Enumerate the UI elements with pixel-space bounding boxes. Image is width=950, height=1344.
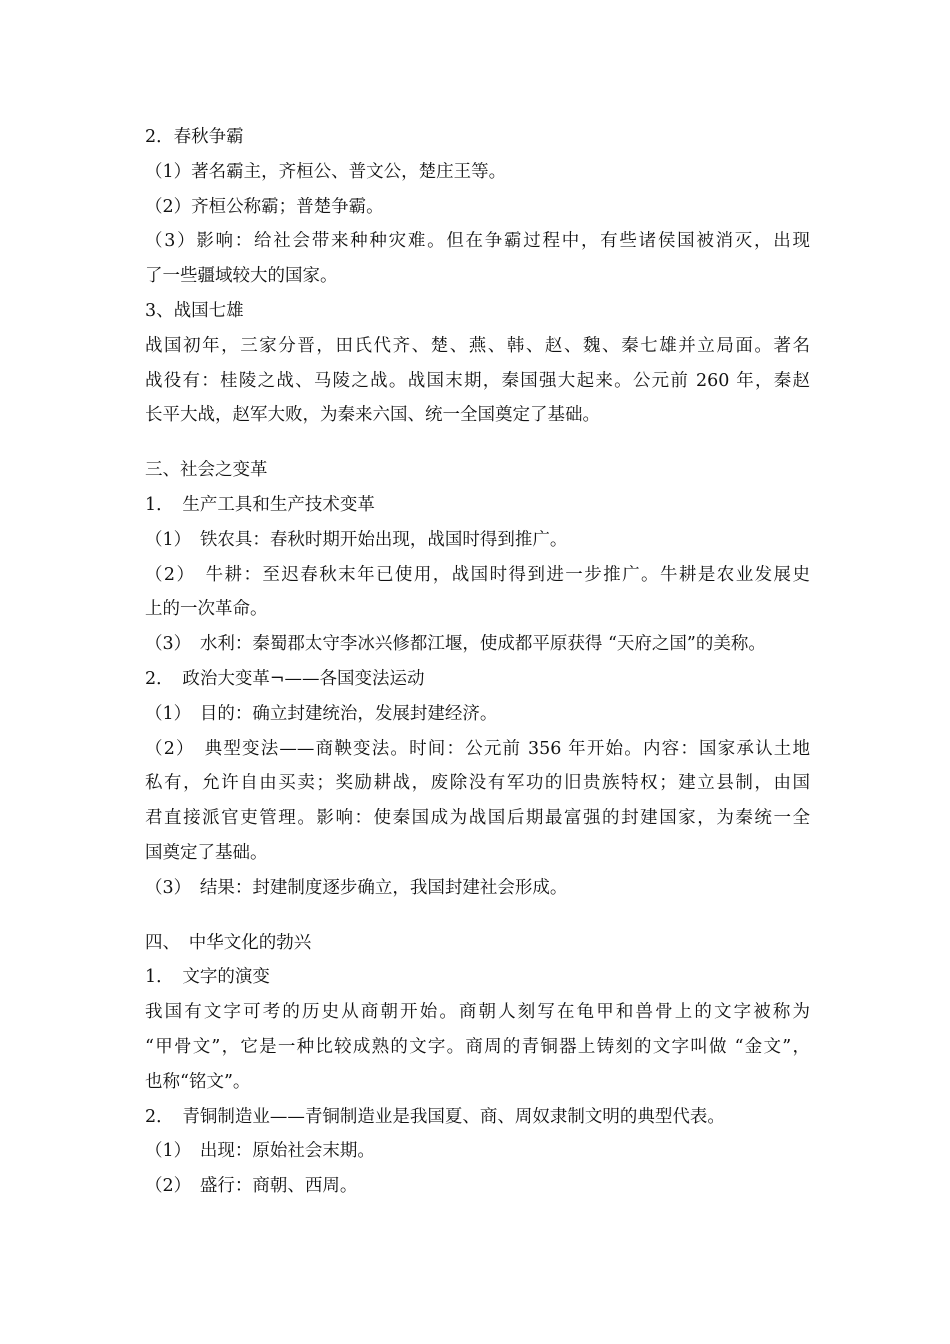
list-item-line: （3）影响：给社会带来种种灾难。但在争霸过程中，有些诸侯国被消灭，出现: [145, 231, 810, 252]
section-heading: 2． 政治大变革¬——各国变法运动: [145, 668, 425, 689]
paragraph-line: 长平大战，赵军大败，为秦来六国、统一全国奠定了基础。: [145, 405, 600, 426]
list-item-line: 国奠定了基础。: [145, 842, 268, 863]
paragraph-line: 战国初年，三家分晋，田氏代齐、楚、燕、韩、赵、魏、秦七雄并立局面。著名: [145, 335, 810, 356]
section-heading: 3、战国七雄: [145, 300, 244, 321]
paragraph-line: 我国有文字可考的历史从商朝开始。商朝人刻写在龟甲和兽骨上的文字被称为: [145, 1002, 810, 1023]
section-heading: 1． 文字的演变: [145, 967, 270, 988]
list-item-line: 上的一次革命。: [145, 599, 268, 620]
list-item: （1） 铁农具：春秋时期开始出现，战国时得到推广。: [145, 529, 568, 550]
section-heading: 2． 青铜制造业——青铜制造业是我国夏、商、周奴隶制文明的典型代表。: [145, 1106, 725, 1127]
paragraph-line: 战役有：桂陵之战、马陵之战。战国末期，秦国强大起来。公元前 260 年，秦赵: [145, 370, 810, 391]
list-item: （3） 水利：秦蜀郡太守李冰兴修都江堰，使成都平原获得 “天府之国”的美称。: [145, 634, 766, 655]
list-item: （2） 盛行：商朝、西周。: [145, 1176, 358, 1197]
spacer: [145, 433, 810, 453]
list-item-line: 了一些疆域较大的国家。: [145, 266, 338, 287]
list-item-line: （2） 典型变法——商鞅变法。时间：公元前 356 年开始。内容：国家承认土地: [145, 738, 810, 759]
list-item-line: 私有，允许自由买卖；奖励耕战，废除没有军功的旧贵族特权；建立县制，由国: [145, 773, 810, 794]
paragraph-line: 也称“铭文”。: [145, 1071, 251, 1092]
list-item: （1） 出现：原始社会末期。: [145, 1141, 375, 1162]
list-item: （2）齐桓公称霸；普楚争霸。: [145, 196, 384, 217]
document-body: [145, 120, 810, 1204]
list-item: （3） 结果：封建制度逐步确立，我国封建社会形成。: [145, 877, 568, 898]
section-heading: 1． 生产工具和生产技术变革: [145, 494, 375, 515]
paragraph-line: “甲骨文”，它是一种比较成熟的文字。商周的青铜器上铸刻的文字叫做 “金文”，: [145, 1036, 810, 1057]
part-heading: 三、社会之变革: [145, 460, 268, 481]
list-item: （1） 目的：确立封建统治，发展封建经济。: [145, 703, 498, 724]
list-item-line: （2） 牛耕：至迟春秋末年已使用，战国时得到进一步推广。牛耕是农业发展史: [145, 564, 810, 585]
list-item: （1）著名霸主，齐桓公、普文公，楚庄王等。: [145, 161, 507, 182]
part-heading: 四、 中华文化的勃兴: [145, 932, 312, 953]
section-heading: 2．春秋争霸: [145, 127, 244, 147]
spacer: [145, 906, 810, 926]
list-item-line: 君直接派官吏管理。影响：使秦国成为战国后期最富强的封建国家，为秦统一全: [145, 808, 810, 829]
